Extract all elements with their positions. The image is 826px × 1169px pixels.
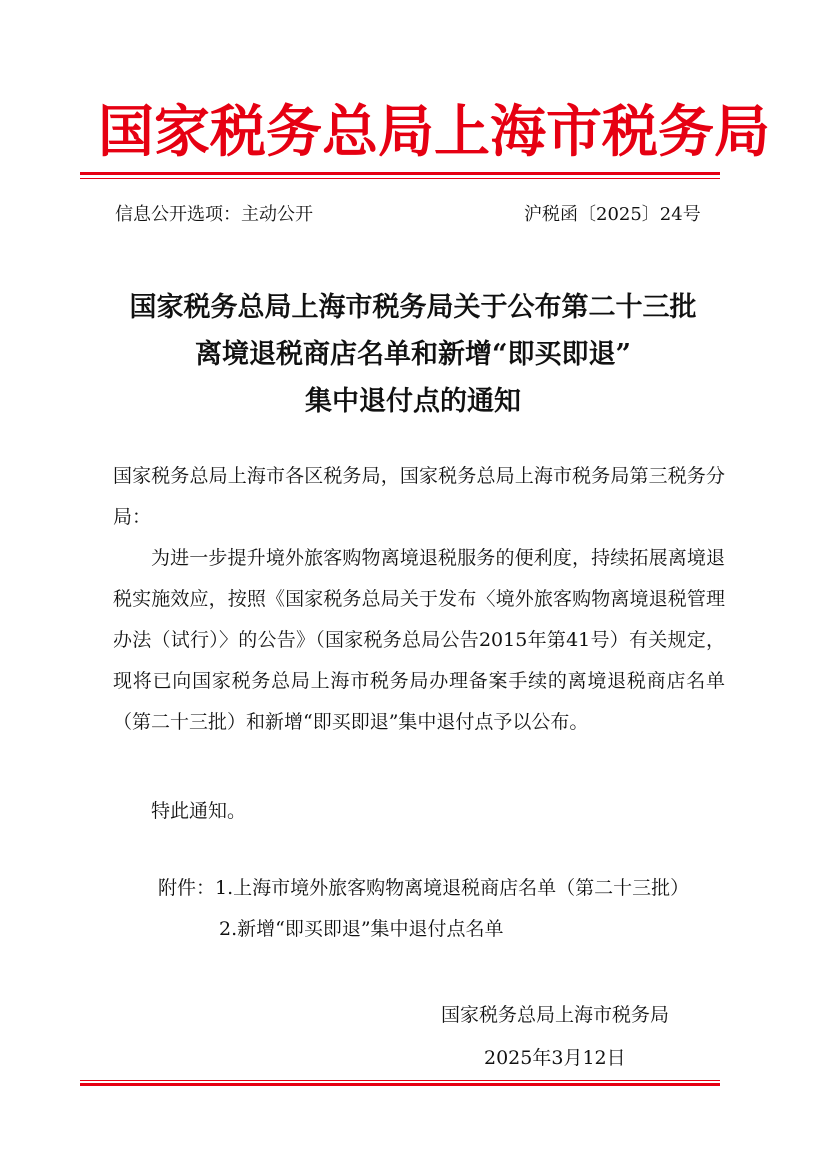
attachments [158,868,689,950]
header-rule-thin [80,178,720,179]
title-line-1: 国家税务总局上海市税务局关于公布第二十三批 [129,292,697,323]
document-title [80,284,746,425]
attachment-row-1 [158,868,689,909]
signature-date: 2025年3月12日 [484,1047,626,1069]
disclosure-option: 信息公开选项：主动公开 [115,204,313,225]
document-number: 沪税函〔2025〕24号 [524,204,701,225]
closing-remark: 特此通知。 [151,800,247,822]
salutation: 国家税务总局上海市各区税务局，国家税务总局上海市税务局第三税务分局： [113,465,725,528]
header-rule-thick [80,172,720,175]
attachment-item-1: 1.上海市境外旅客购物离境退税商店名单（第二十三批） [215,877,690,899]
attachment-item-2: 2.新增“即买即退”集中退付点名单 [219,918,504,940]
attachment-label: 附件： [158,877,216,899]
title-line-3: 集中退付点的通知 [305,386,521,417]
body-paragraph: 为进一步提升境外旅客购物离境退税服务的便利度，持续拓展离境退税实施效应，按照《国家税务总局关于发布〈境外旅客购物离境退税管理办法（试行）〉的公告》（国家税务总局公告2015年第41号）有关规定，现将已向国家税务总局上海市税务局办理备案手续的离境退税商店名单（第二十三批）和新增“即买即退”集中退付点予以公布。 [113,547,725,733]
masthead-title: 国家税务总局上海市税务局 [98,99,770,165]
footer-rule-thick [80,1083,720,1086]
title-line-2: 离境退税商店名单和新增“即买即退” [194,339,632,370]
footer-rule-thin [80,1080,720,1081]
signature-organization: 国家税务总局上海市税务局 [441,1004,670,1026]
